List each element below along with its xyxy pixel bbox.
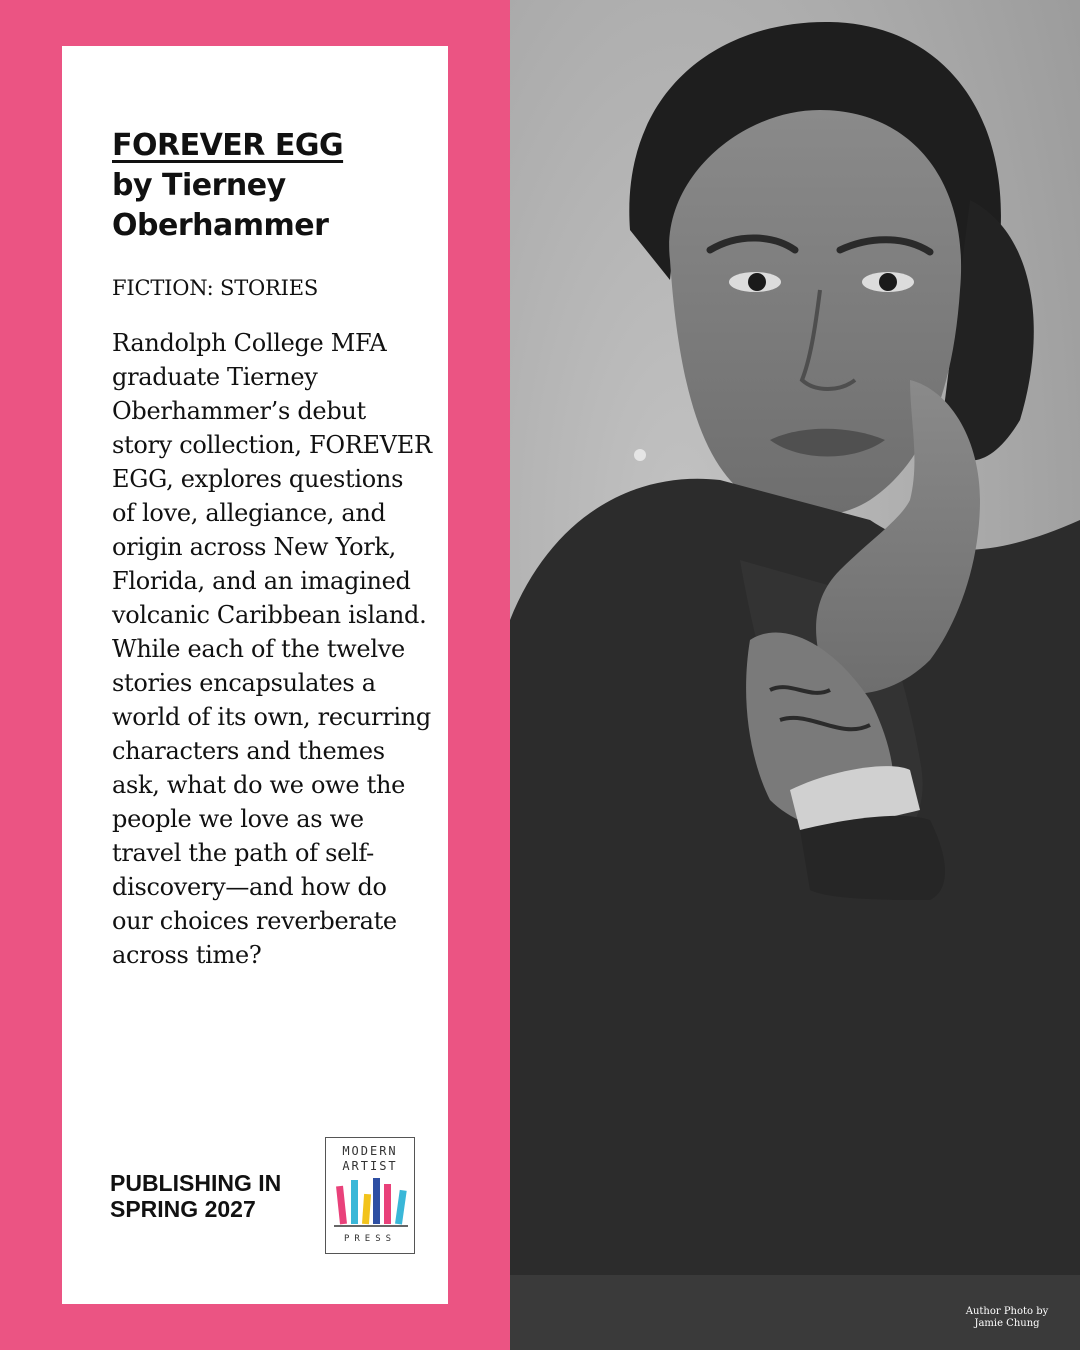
logo-book-spine: [373, 1178, 380, 1224]
logo-word-modern: MODERN: [342, 1144, 398, 1158]
photo-credit-line-1: Author Photo by: [965, 1306, 1049, 1317]
text-card: [62, 46, 448, 1304]
author-photo: [510, 0, 1080, 1350]
logo-word-press: PRESS: [343, 1234, 397, 1244]
book-description: Randolph College MFA graduate Tierney Oberhammer’s debut story collection, FOREVER EGG, explores questions of love, allegiance, and origin across New York, Florida, and an imagined volcanic Caribbean island. While each of the twelve stories encapsulates a world of its own, recurring characters and themes ask, what do we owe the people we love as we travel the path of self-discovery—and how do our choices reverberate across time?: [112, 329, 432, 969]
logo-book-spine: [351, 1180, 358, 1224]
photo-credit: [952, 1306, 1062, 1330]
author-line: by Tierney Oberhammer: [112, 168, 329, 243]
logo-book-spine: [336, 1186, 347, 1225]
genre-label: FICTION: STORIES: [112, 276, 319, 300]
logo-book-spine: [362, 1194, 371, 1224]
publisher-logo: [325, 1137, 415, 1254]
logo-books-icon: [334, 1176, 408, 1230]
photo-credit-line-2: Jamie Chung: [974, 1318, 1040, 1329]
book-title: FOREVER EGG: [112, 128, 344, 163]
publishing-date: [110, 1170, 320, 1222]
book-heading: [112, 126, 432, 246]
logo-word-artist: ARTIST: [342, 1159, 398, 1173]
logo-book-spine: [384, 1184, 391, 1224]
publishing-line-1: PUBLISHING IN: [110, 1170, 282, 1196]
author-portrait-icon: [510, 0, 1080, 1350]
publishing-line-2: SPRING 2027: [110, 1196, 256, 1222]
logo-book-spine: [395, 1190, 407, 1225]
